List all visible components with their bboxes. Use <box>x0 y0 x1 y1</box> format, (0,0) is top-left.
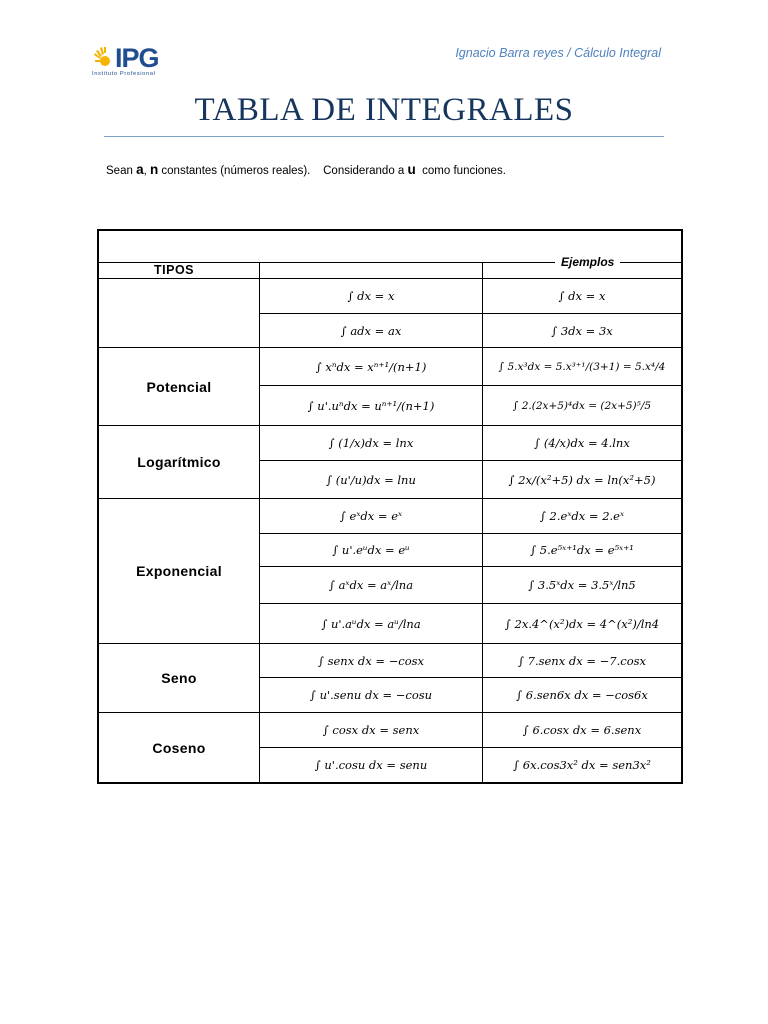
logo-subtitle: Instituto Profesional <box>92 71 156 77</box>
example-cell: ∫ (4/x)dx = 4.lnx <box>534 436 630 450</box>
intro-text <box>106 162 506 177</box>
example-cell: ∫ 6.cosx dx = 6.senx <box>522 723 642 737</box>
intro-var-u: u <box>407 162 416 177</box>
intro-part: como funciones. <box>415 165 506 177</box>
page-title: TABLA DE INTEGRALES <box>194 92 574 128</box>
example-cell: ∫ 2.(2x+5)⁴dx = (2x+5)⁵/5 <box>512 399 652 412</box>
formula-cell: ∫ adx = ax <box>340 323 402 338</box>
intro-var-a: a <box>136 162 144 177</box>
ipg-logo <box>92 43 182 82</box>
header-author: Ignacio Barra reyes / Cálculo Integral <box>455 46 661 60</box>
formula-cell: ∫ senx dx = −cosx <box>317 653 425 668</box>
formula-cell: ∫ cosx dx = senx <box>322 723 420 737</box>
example-cell: ∫ 6x.cos3x² dx = sen3x² <box>513 758 651 772</box>
section-seno: Seno <box>161 670 197 686</box>
example-cell: ∫ dx = x <box>558 289 606 303</box>
formula-cell: ∫ u'.cosu dx = senu <box>314 758 428 772</box>
example-cell: ∫ 2.eˣdx = 2.eˣ <box>539 509 625 523</box>
example-cell: ∫ 5.x³dx = 5.x³⁺¹/(3+1) = 5.x⁴/4 <box>498 360 666 373</box>
intro-part: , <box>143 165 150 177</box>
formula-cell: ∫ (u'/u)dx = lnu <box>326 472 416 487</box>
formula-cell: ∫ u'.aᵘdx = aᵘ/lna <box>321 616 421 631</box>
title-divider <box>104 136 664 137</box>
intro-part: constantes (números reales). Considerando a <box>158 165 408 177</box>
formula-cell: ∫ dx = x <box>347 289 395 303</box>
example-cell: ∫ 2x.4^(x²)dx = 4^(x²)/ln4 <box>504 616 660 631</box>
formula-cell: ∫ u'.senu dx = −cosu <box>309 688 433 702</box>
section-potencial: Potencial <box>146 378 212 395</box>
sun-logo-icon <box>92 46 114 68</box>
example-cell: ∫ 5.e⁵ˣ⁺¹dx = e⁵ˣ⁺¹ <box>530 543 634 557</box>
col-header-ejemplos: Ejemplos <box>555 255 620 269</box>
col-header-tipos: TIPOS <box>154 263 195 277</box>
section-exponencial: Exponencial <box>136 563 222 579</box>
formula-cell: ∫ u'.eᵘdx = eᵘ <box>332 543 410 557</box>
integrals-table <box>97 229 683 784</box>
logo-text: IPG <box>115 43 159 73</box>
section-coseno: Coseno <box>152 739 206 756</box>
section-logaritmico: Logarítmico <box>137 454 221 470</box>
formula-cell: ∫ (1/x)dx = lnx <box>328 436 414 450</box>
example-cell: ∫ 3.5ˣdx = 3.5ˣ/ln5 <box>528 578 636 592</box>
intro-var-n: n <box>149 162 159 177</box>
example-cell: ∫ 2x/(x²+5) dx = ln(x²+5) <box>508 472 656 487</box>
formula-cell: ∫ u'.uⁿdx = uⁿ⁺¹/(n+1) <box>307 398 435 413</box>
formula-cell: ∫ aˣdx = aˣ/lna <box>328 578 414 592</box>
formula-cell: ∫ xⁿdx = xⁿ⁺¹/(n+1) <box>315 359 427 374</box>
example-cell: ∫ 6.sen6x dx = −cos6x <box>516 688 648 702</box>
formula-cell: ∫ eˣdx = eˣ <box>339 509 403 523</box>
intro-part: Sean <box>106 165 137 177</box>
example-cell: ∫ 3dx = 3x <box>551 323 613 338</box>
example-cell: ∫ 7.senx dx = −7.cosx <box>517 653 647 668</box>
